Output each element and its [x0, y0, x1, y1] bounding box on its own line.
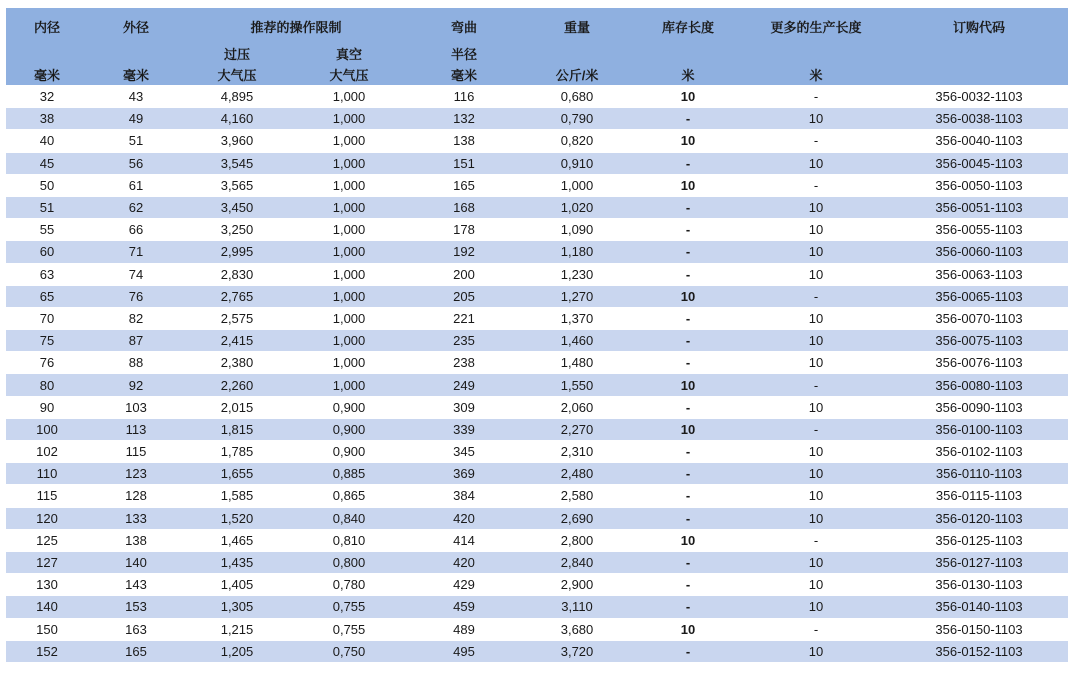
cell-inner-diameter: 45: [6, 152, 88, 174]
cell-vacuum: 1,000: [290, 219, 408, 241]
cell-more-production-length: 10: [742, 241, 890, 263]
cell-order-code: 356-0055-1103: [890, 219, 1068, 241]
cell-inner-diameter: 70: [6, 307, 88, 329]
cell-more-production-length: -: [742, 529, 890, 551]
cell-vacuum: 1,000: [290, 374, 408, 396]
cell-stock-length: -: [634, 241, 742, 263]
cell-order-code: 356-0152-1103: [890, 640, 1068, 662]
cell-weight: 1,370: [520, 307, 634, 329]
cell-bending-radius: 495: [408, 640, 520, 662]
cell-inner-diameter: 120: [6, 507, 88, 529]
table-row: [6, 174, 1068, 196]
cell-inner-diameter: 40: [6, 130, 88, 152]
cell-vacuum: 1,000: [290, 263, 408, 285]
cell-weight: 3,720: [520, 640, 634, 662]
cell-more-production-length: 10: [742, 463, 890, 485]
cell-more-production-length: 10: [742, 330, 890, 352]
cell-bending-radius: 384: [408, 485, 520, 507]
cell-bending-radius: 238: [408, 352, 520, 374]
cell-outer-diameter: 113: [88, 418, 184, 440]
cell-overpressure: 1,585: [184, 485, 290, 507]
cell-outer-diameter: 153: [88, 596, 184, 618]
cell-weight: 1,020: [520, 196, 634, 218]
header-row-units: [6, 64, 1068, 86]
cell-inner-diameter: 32: [6, 86, 88, 108]
cell-order-code: 356-0150-1103: [890, 618, 1068, 640]
cell-bending-radius: 414: [408, 529, 520, 551]
cell-stock-length: 10: [634, 174, 742, 196]
col-overpressure: 过压: [184, 42, 290, 64]
cell-weight: 0,910: [520, 152, 634, 174]
cell-outer-diameter: 143: [88, 574, 184, 596]
cell-inner-diameter: 63: [6, 263, 88, 285]
cell-inner-diameter: 38: [6, 108, 88, 130]
col-more-production-length: 更多的生产长度: [742, 8, 890, 42]
cell-vacuum: 1,000: [290, 352, 408, 374]
cell-more-production-length: -: [742, 174, 890, 196]
cell-overpressure: 1,815: [184, 418, 290, 440]
cell-inner-diameter: 65: [6, 285, 88, 307]
cell-order-code: 356-0127-1103: [890, 551, 1068, 573]
cell-outer-diameter: 51: [88, 130, 184, 152]
table-row: [6, 285, 1068, 307]
header-sub-empty-2: [88, 42, 184, 64]
unit-bending-radius: 毫米: [408, 64, 520, 86]
cell-weight: 2,840: [520, 551, 634, 573]
cell-overpressure: 2,380: [184, 352, 290, 374]
cell-vacuum: 0,885: [290, 463, 408, 485]
cell-vacuum: 0,755: [290, 618, 408, 640]
cell-vacuum: 1,000: [290, 130, 408, 152]
cell-stock-length: -: [634, 352, 742, 374]
cell-weight: 1,460: [520, 330, 634, 352]
spec-table: [6, 8, 1068, 662]
cell-more-production-length: 10: [742, 219, 890, 241]
header-sub-empty-6: [890, 42, 1068, 64]
table-row: [6, 640, 1068, 662]
table-row: [6, 307, 1068, 329]
cell-more-production-length: -: [742, 285, 890, 307]
cell-order-code: 356-0050-1103: [890, 174, 1068, 196]
cell-outer-diameter: 43: [88, 86, 184, 108]
cell-order-code: 356-0063-1103: [890, 263, 1068, 285]
col-recommended-limits: 推荐的操作限制: [184, 8, 408, 42]
header-sub-empty-4: [634, 42, 742, 64]
cell-outer-diameter: 61: [88, 174, 184, 196]
cell-inner-diameter: 152: [6, 640, 88, 662]
table-header: [6, 8, 1068, 86]
cell-inner-diameter: 150: [6, 618, 88, 640]
cell-outer-diameter: 74: [88, 263, 184, 285]
cell-bending-radius: 489: [408, 618, 520, 640]
cell-overpressure: 1,305: [184, 596, 290, 618]
cell-bending-radius: 116: [408, 86, 520, 108]
cell-order-code: 356-0075-1103: [890, 330, 1068, 352]
table-row: [6, 263, 1068, 285]
header-sub-empty-5: [742, 42, 890, 64]
cell-overpressure: 2,830: [184, 263, 290, 285]
cell-overpressure: 2,765: [184, 285, 290, 307]
cell-stock-length: -: [634, 574, 742, 596]
cell-overpressure: 3,960: [184, 130, 290, 152]
cell-inner-diameter: 60: [6, 241, 88, 263]
cell-stock-length: 10: [634, 529, 742, 551]
cell-stock-length: 10: [634, 618, 742, 640]
cell-outer-diameter: 163: [88, 618, 184, 640]
cell-overpressure: 1,520: [184, 507, 290, 529]
table-row: [6, 618, 1068, 640]
cell-outer-diameter: 92: [88, 374, 184, 396]
table-row: [6, 130, 1068, 152]
cell-overpressure: 3,545: [184, 152, 290, 174]
cell-inner-diameter: 102: [6, 441, 88, 463]
table-row: [6, 241, 1068, 263]
cell-bending-radius: 178: [408, 219, 520, 241]
cell-stock-length: 10: [634, 86, 742, 108]
cell-bending-radius: 429: [408, 574, 520, 596]
cell-stock-length: -: [634, 219, 742, 241]
cell-overpressure: 3,450: [184, 196, 290, 218]
cell-inner-diameter: 140: [6, 596, 88, 618]
cell-outer-diameter: 76: [88, 285, 184, 307]
cell-order-code: 356-0140-1103: [890, 596, 1068, 618]
cell-stock-length: 10: [634, 418, 742, 440]
cell-overpressure: 4,895: [184, 86, 290, 108]
cell-outer-diameter: 115: [88, 441, 184, 463]
cell-stock-length: -: [634, 596, 742, 618]
cell-weight: 1,230: [520, 263, 634, 285]
cell-bending-radius: 151: [408, 152, 520, 174]
cell-outer-diameter: 123: [88, 463, 184, 485]
unit-outer-diameter: 毫米: [88, 64, 184, 86]
cell-vacuum: 1,000: [290, 174, 408, 196]
cell-more-production-length: 10: [742, 441, 890, 463]
cell-overpressure: 2,995: [184, 241, 290, 263]
cell-stock-length: -: [634, 396, 742, 418]
cell-vacuum: 0,900: [290, 396, 408, 418]
cell-weight: 2,800: [520, 529, 634, 551]
table-row: [6, 108, 1068, 130]
cell-more-production-length: 10: [742, 640, 890, 662]
cell-bending-radius: 192: [408, 241, 520, 263]
cell-stock-length: -: [634, 507, 742, 529]
cell-inner-diameter: 125: [6, 529, 88, 551]
cell-bending-radius: 339: [408, 418, 520, 440]
table-body: [6, 86, 1068, 663]
cell-outer-diameter: 56: [88, 152, 184, 174]
cell-stock-length: -: [634, 551, 742, 573]
table-row: [6, 574, 1068, 596]
col-stock-length: 库存长度: [634, 8, 742, 42]
cell-vacuum: 1,000: [290, 196, 408, 218]
cell-stock-length: 10: [634, 130, 742, 152]
cell-inner-diameter: 80: [6, 374, 88, 396]
cell-weight: 1,270: [520, 285, 634, 307]
cell-bending-radius: 205: [408, 285, 520, 307]
cell-vacuum: 1,000: [290, 108, 408, 130]
cell-inner-diameter: 50: [6, 174, 88, 196]
cell-more-production-length: 10: [742, 263, 890, 285]
cell-more-production-length: -: [742, 130, 890, 152]
col-inner-diameter: 内径: [6, 8, 88, 42]
cell-overpressure: 1,465: [184, 529, 290, 551]
unit-stock-length: 米: [634, 64, 742, 86]
cell-stock-length: 10: [634, 374, 742, 396]
cell-order-code: 356-0070-1103: [890, 307, 1068, 329]
cell-order-code: 356-0120-1103: [890, 507, 1068, 529]
cell-overpressure: 3,565: [184, 174, 290, 196]
header-sub-empty-3: [520, 42, 634, 64]
cell-bending-radius: 420: [408, 507, 520, 529]
cell-inner-diameter: 127: [6, 551, 88, 573]
cell-order-code: 356-0125-1103: [890, 529, 1068, 551]
cell-bending-radius: 200: [408, 263, 520, 285]
cell-inner-diameter: 110: [6, 463, 88, 485]
cell-weight: 1,480: [520, 352, 634, 374]
cell-vacuum: 0,810: [290, 529, 408, 551]
cell-bending-radius: 235: [408, 330, 520, 352]
cell-bending-radius: 345: [408, 441, 520, 463]
cell-vacuum: 1,000: [290, 241, 408, 263]
cell-order-code: 356-0065-1103: [890, 285, 1068, 307]
col-bending: 弯曲: [408, 8, 520, 42]
table-row: [6, 352, 1068, 374]
header-sub-empty-1: [6, 42, 88, 64]
cell-more-production-length: 10: [742, 485, 890, 507]
cell-weight: 0,820: [520, 130, 634, 152]
table-row: [6, 396, 1068, 418]
cell-more-production-length: -: [742, 418, 890, 440]
cell-stock-length: -: [634, 330, 742, 352]
unit-overpressure: 大气压: [184, 64, 290, 86]
cell-outer-diameter: 71: [88, 241, 184, 263]
cell-more-production-length: 10: [742, 551, 890, 573]
cell-outer-diameter: 49: [88, 108, 184, 130]
cell-order-code: 356-0051-1103: [890, 196, 1068, 218]
cell-inner-diameter: 55: [6, 219, 88, 241]
unit-vacuum: 大气压: [290, 64, 408, 86]
cell-vacuum: 1,000: [290, 307, 408, 329]
cell-weight: 2,060: [520, 396, 634, 418]
cell-outer-diameter: 133: [88, 507, 184, 529]
table-row: [6, 507, 1068, 529]
cell-bending-radius: 459: [408, 596, 520, 618]
cell-bending-radius: 168: [408, 196, 520, 218]
cell-inner-diameter: 130: [6, 574, 88, 596]
header-row-sub: [6, 42, 1068, 64]
cell-weight: 2,900: [520, 574, 634, 596]
table-row: [6, 374, 1068, 396]
cell-stock-length: -: [634, 263, 742, 285]
cell-more-production-length: 10: [742, 152, 890, 174]
cell-inner-diameter: 90: [6, 396, 88, 418]
cell-outer-diameter: 66: [88, 219, 184, 241]
cell-bending-radius: 369: [408, 463, 520, 485]
col-order-code: 订购代码: [890, 8, 1068, 42]
cell-stock-length: -: [634, 108, 742, 130]
cell-order-code: 356-0090-1103: [890, 396, 1068, 418]
header-row-main: [6, 8, 1068, 42]
cell-vacuum: 0,900: [290, 418, 408, 440]
cell-overpressure: 2,015: [184, 396, 290, 418]
cell-overpressure: 2,575: [184, 307, 290, 329]
cell-weight: 2,480: [520, 463, 634, 485]
cell-stock-length: -: [634, 485, 742, 507]
cell-outer-diameter: 82: [88, 307, 184, 329]
cell-more-production-length: -: [742, 374, 890, 396]
cell-outer-diameter: 140: [88, 551, 184, 573]
unit-order-code-empty: [890, 64, 1068, 86]
cell-bending-radius: 138: [408, 130, 520, 152]
cell-stock-length: -: [634, 640, 742, 662]
cell-overpressure: 2,260: [184, 374, 290, 396]
cell-overpressure: 3,250: [184, 219, 290, 241]
unit-more-production-length: 米: [742, 64, 890, 86]
cell-more-production-length: 10: [742, 108, 890, 130]
cell-inner-diameter: 75: [6, 330, 88, 352]
cell-overpressure: 1,215: [184, 618, 290, 640]
cell-order-code: 356-0038-1103: [890, 108, 1068, 130]
cell-bending-radius: 249: [408, 374, 520, 396]
cell-order-code: 356-0130-1103: [890, 574, 1068, 596]
cell-vacuum: 1,000: [290, 285, 408, 307]
cell-overpressure: 1,655: [184, 463, 290, 485]
cell-weight: 0,790: [520, 108, 634, 130]
table-row: [6, 86, 1068, 108]
cell-bending-radius: 165: [408, 174, 520, 196]
cell-vacuum: 1,000: [290, 330, 408, 352]
cell-overpressure: 1,785: [184, 441, 290, 463]
cell-order-code: 356-0100-1103: [890, 418, 1068, 440]
cell-weight: 3,680: [520, 618, 634, 640]
unit-weight: 公斤/米: [520, 64, 634, 86]
col-radius: 半径: [408, 42, 520, 64]
cell-vacuum: 0,840: [290, 507, 408, 529]
cell-vacuum: 0,900: [290, 441, 408, 463]
cell-stock-length: -: [634, 441, 742, 463]
col-weight: 重量: [520, 8, 634, 42]
cell-order-code: 356-0060-1103: [890, 241, 1068, 263]
cell-vacuum: 0,750: [290, 640, 408, 662]
cell-more-production-length: 10: [742, 196, 890, 218]
cell-outer-diameter: 165: [88, 640, 184, 662]
cell-more-production-length: -: [742, 618, 890, 640]
col-outer-diameter: 外径: [88, 8, 184, 42]
cell-bending-radius: 420: [408, 551, 520, 573]
cell-inner-diameter: 51: [6, 196, 88, 218]
cell-overpressure: 2,415: [184, 330, 290, 352]
cell-stock-length: -: [634, 307, 742, 329]
table-row: [6, 152, 1068, 174]
cell-order-code: 356-0080-1103: [890, 374, 1068, 396]
cell-weight: 2,310: [520, 441, 634, 463]
cell-stock-length: -: [634, 463, 742, 485]
cell-vacuum: 1,000: [290, 86, 408, 108]
table-row: [6, 441, 1068, 463]
cell-inner-diameter: 115: [6, 485, 88, 507]
cell-weight: 1,000: [520, 174, 634, 196]
col-vacuum: 真空: [290, 42, 408, 64]
cell-outer-diameter: 103: [88, 396, 184, 418]
cell-order-code: 356-0102-1103: [890, 441, 1068, 463]
cell-more-production-length: 10: [742, 574, 890, 596]
cell-vacuum: 0,800: [290, 551, 408, 573]
table-row: [6, 196, 1068, 218]
cell-weight: 1,090: [520, 219, 634, 241]
cell-bending-radius: 221: [408, 307, 520, 329]
cell-vacuum: 0,780: [290, 574, 408, 596]
cell-overpressure: 1,405: [184, 574, 290, 596]
cell-weight: 0,680: [520, 86, 634, 108]
cell-stock-length: -: [634, 152, 742, 174]
cell-weight: 3,110: [520, 596, 634, 618]
cell-order-code: 356-0076-1103: [890, 352, 1068, 374]
cell-order-code: 356-0045-1103: [890, 152, 1068, 174]
cell-outer-diameter: 88: [88, 352, 184, 374]
cell-stock-length: -: [634, 196, 742, 218]
cell-more-production-length: 10: [742, 307, 890, 329]
cell-order-code: 356-0040-1103: [890, 130, 1068, 152]
cell-overpressure: 1,435: [184, 551, 290, 573]
table-row: [6, 529, 1068, 551]
table-row: [6, 330, 1068, 352]
cell-order-code: 356-0115-1103: [890, 485, 1068, 507]
cell-vacuum: 1,000: [290, 152, 408, 174]
cell-order-code: 356-0110-1103: [890, 463, 1068, 485]
cell-bending-radius: 132: [408, 108, 520, 130]
cell-more-production-length: 10: [742, 352, 890, 374]
cell-weight: 1,180: [520, 241, 634, 263]
cell-more-production-length: -: [742, 86, 890, 108]
cell-more-production-length: 10: [742, 507, 890, 529]
cell-weight: 2,270: [520, 418, 634, 440]
cell-weight: 2,580: [520, 485, 634, 507]
cell-outer-diameter: 138: [88, 529, 184, 551]
cell-order-code: 356-0032-1103: [890, 86, 1068, 108]
unit-inner-diameter: 毫米: [6, 64, 88, 86]
table-row: [6, 596, 1068, 618]
table-row: [6, 463, 1068, 485]
cell-weight: 1,550: [520, 374, 634, 396]
table-row: [6, 219, 1068, 241]
cell-vacuum: 0,755: [290, 596, 408, 618]
cell-outer-diameter: 87: [88, 330, 184, 352]
cell-stock-length: 10: [634, 285, 742, 307]
table-row: [6, 551, 1068, 573]
cell-more-production-length: 10: [742, 596, 890, 618]
cell-outer-diameter: 62: [88, 196, 184, 218]
cell-overpressure: 1,205: [184, 640, 290, 662]
cell-more-production-length: 10: [742, 396, 890, 418]
cell-inner-diameter: 100: [6, 418, 88, 440]
cell-vacuum: 0,865: [290, 485, 408, 507]
table-row: [6, 418, 1068, 440]
cell-bending-radius: 309: [408, 396, 520, 418]
table-row: [6, 485, 1068, 507]
cell-inner-diameter: 76: [6, 352, 88, 374]
cell-overpressure: 4,160: [184, 108, 290, 130]
cell-weight: 2,690: [520, 507, 634, 529]
cell-outer-diameter: 128: [88, 485, 184, 507]
